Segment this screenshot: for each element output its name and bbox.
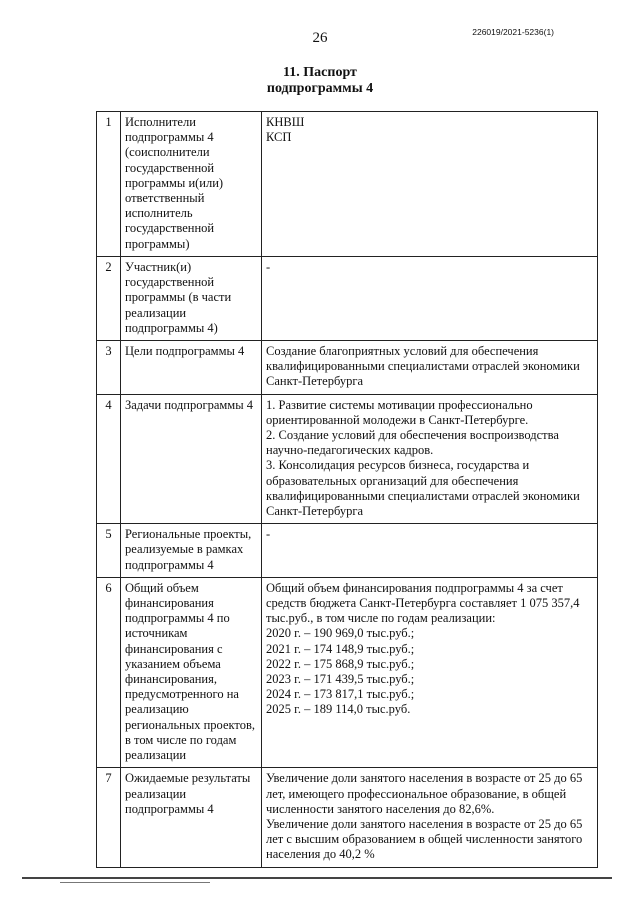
page-bottom-rule-secondary (60, 882, 210, 883)
passport-table (96, 111, 598, 868)
page-bottom-rule (22, 877, 612, 879)
value-line: 2021 г. – 174 148,9 тыс.руб.; (266, 641, 415, 656)
row-number: 7 (97, 768, 121, 867)
row-number: 1 (97, 112, 121, 257)
table-row (97, 768, 598, 867)
row-label: Участник(и) государственной программы (в части реализации подпрограммы 4) (121, 257, 262, 341)
row-value (262, 524, 598, 578)
value-line: 2025 г. – 189 114,0 тыс.руб. (266, 702, 411, 717)
page-number: 26 (312, 30, 328, 46)
value-line: 3. Консолидация ресурсов бизнеса, государства и образовательных организаций для обеспечения квалифицированными специалистами отраслей экономики Санкт-Петербурга (266, 458, 580, 519)
value-line: - (266, 527, 271, 542)
row-number: 4 (97, 394, 121, 524)
row-number: 3 (97, 341, 121, 395)
row-label: Исполнители подпрограммы 4 (соисполнители государственной программы и(или) ответственный исполнитель государственной программы) (121, 112, 262, 257)
value-line: Увеличение доли занятого населения в возрасте от 25 до 65 лет с высшим образованием в общей численности занятого населения до 40,2 % (266, 816, 583, 862)
row-label: Общий объем финансирования подпрограммы 4 по источникам финансирования с указанием объема финансирования, предусмотренного на реализацию региональных проектов, в том числе по годам реализации (121, 577, 262, 767)
row-label: Ожидаемые результаты реализации подпрограммы 4 (121, 768, 262, 867)
row-number: 2 (97, 257, 121, 341)
section-title (0, 65, 640, 97)
row-label: Цели подпрограммы 4 (121, 341, 262, 395)
row-label: Задачи подпрограммы 4 (121, 394, 262, 524)
value-line: Создание благоприятных условий для обеспечения квалифицированными специалистами отраслей экономики Санкт-Петербурга (266, 344, 580, 389)
document-id: 226019/2021-5236(1) (472, 27, 554, 37)
row-value (262, 257, 598, 341)
row-number: 5 (97, 524, 121, 578)
row-value (262, 394, 598, 524)
value-line: - (266, 260, 271, 274)
row-value (262, 768, 598, 867)
value-line: КНВШ (266, 115, 305, 129)
title-line-2: подпрограммы 4 (266, 81, 374, 96)
value-line: 2023 г. – 171 439,5 тыс.руб.; (266, 672, 415, 687)
table-row (97, 112, 598, 257)
value-line: 2. Создание условий для обеспечения воспроизводства научно-педагогических кадров. (266, 428, 559, 458)
table-row (97, 524, 598, 578)
row-value (262, 112, 598, 257)
table-row (97, 341, 598, 395)
value-line: Общий объем финансирования подпрограммы 4 за счет средств бюджета Санкт-Петербурга составляет 1 075 357,4 тыс.руб., в том числе по годам реализации: (266, 580, 580, 626)
row-value (262, 577, 598, 767)
value-line: КСП (266, 130, 292, 145)
value-line: Увеличение доли занятого населения в возрасте от 25 до 65 лет, имеющего профессиональное образование, в общей численности занятого населения до 82,6%. (266, 771, 583, 816)
row-number: 6 (97, 577, 121, 767)
value-line: 2024 г. – 173 817,1 тыс.руб.; (266, 687, 415, 702)
row-value (262, 341, 598, 395)
value-line: 2020 г. – 190 969,0 тыс.руб.; (266, 626, 415, 641)
value-line: 1. Развитие системы мотивации профессионально ориентированной молодежи в Санкт-Петербурге. (266, 397, 533, 427)
table-row (97, 394, 598, 524)
row-label: Региональные проекты, реализуемые в рамках подпрограммы 4 (121, 524, 262, 578)
table-row (97, 577, 598, 767)
table-row (97, 257, 598, 341)
title-line-1: 11. Паспорт (283, 65, 357, 80)
value-line: 2022 г. – 175 868,9 тыс.руб.; (266, 656, 415, 671)
